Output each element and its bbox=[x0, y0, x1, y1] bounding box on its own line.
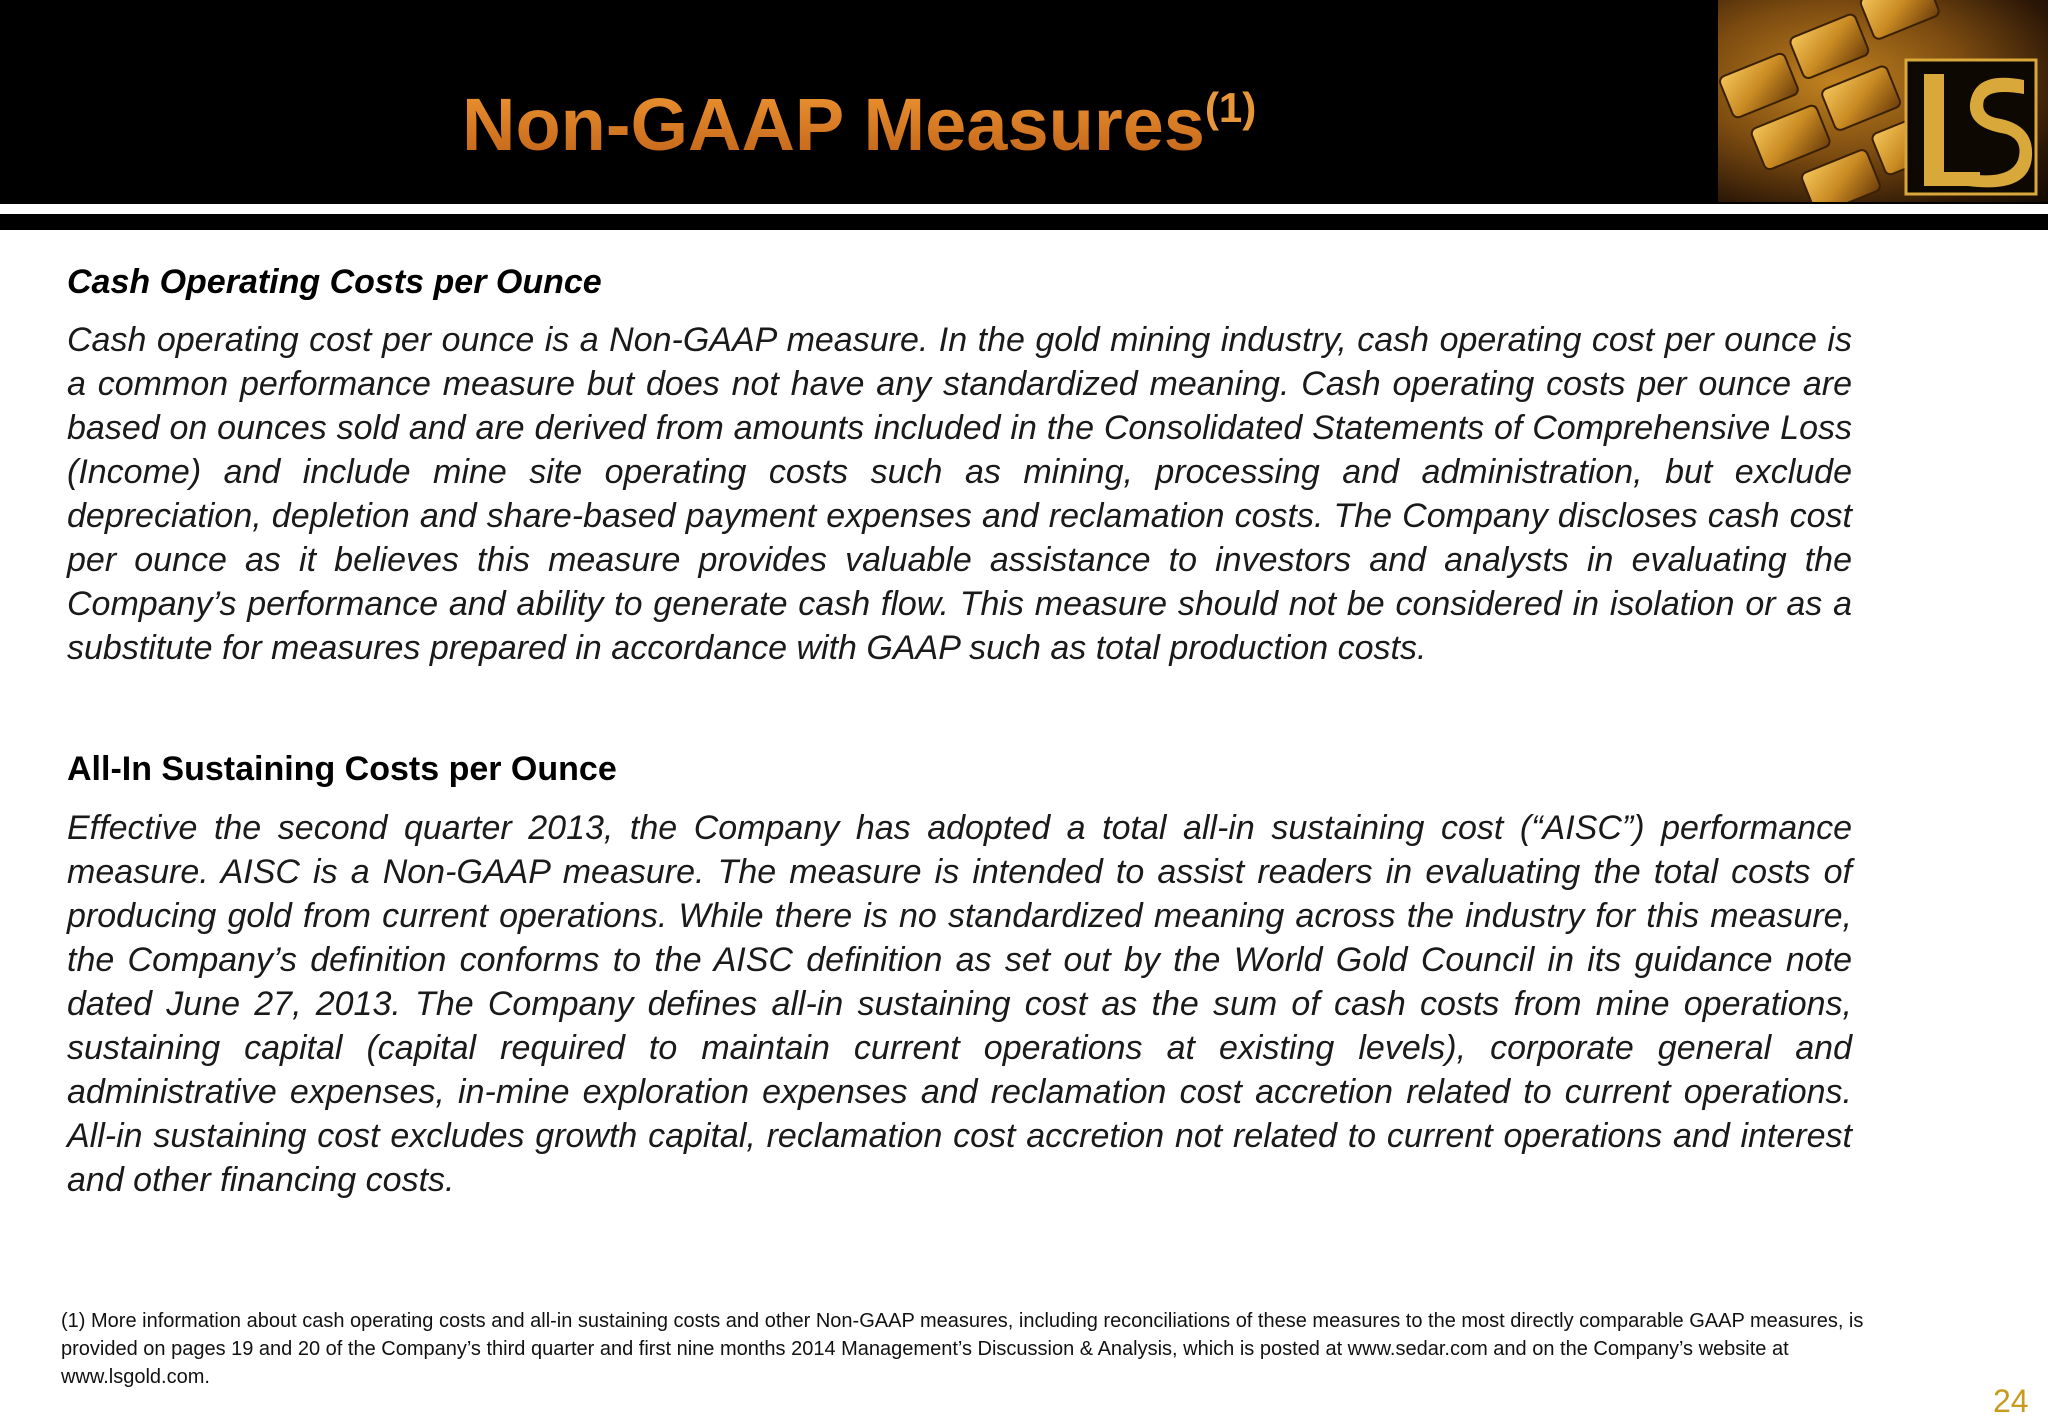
section-body-all-in-sustaining-costs: Effective the second quarter 2013, the Company has adopted a total all-in sustaining cost (“AISC”) performance measure. AISC is a Non-GAAP measure. The measure is intended to assist readers in evaluating the total costs of producing gold from current operations. While there is no standardized meaning across the industry for this measure, the Company’s definition conforms to the AISC definition as set out by the World Gold Council in its guidance note dated June 27, 2013. The Company defines all-in sustaining cost as the sum of cash costs from mine operations, sustaining capital (capital required to maintain current operations at existing levels), corporate general and administrative expenses, in-mine exploration expenses and reclamation cost accretion related to current operations. All-in sustaining cost excludes growth capital, reclamation cost accretion not related to current operations and interest and other financing costs. bbox=[67, 809, 1852, 1199]
gold-bars-logo bbox=[1718, 0, 2048, 202]
footnote: (1) More information about cash operating costs and all-in sustaining costs and other Non-GAAP measures, including reconciliations of these measures to the most directly comparable GAAP measures, is provided on pages 19 and 20 of the Company’s third quarter and first nine months 2014 Management’s Discussion & Analysis, which is posted at www.sedar.com and on the Company’s website at www.lsgold.com. bbox=[61, 1310, 1864, 1388]
title-superscript: (1) bbox=[1204, 84, 1257, 131]
slide-title bbox=[462, 58, 1257, 166]
section-body-cash-operating-costs: Cash operating cost per ounce is a Non-GAAP measure. In the gold mining industry, cash operating cost per ounce is a common performance measure but does not have any standardized meaning. Cash operating costs per ounce are based on ounces sold and are derived from amounts included in the Consolidated Statements of Comprehensive Loss (Income) and include mine site operating costs such as mining, processing and administration, but exclude depreciation, depletion and share-based payment expenses and reclamation costs. The Company discloses cash cost per ounce as it believes this measure provides valuable assistance to investors and analysts in evaluating the Company’s performance and ability to generate cash flow. This measure should not be considered in isolation or as a substitute for measures prepared in accordance with GAAP such as total production costs. bbox=[67, 321, 1852, 667]
header-divider-black bbox=[0, 214, 2048, 230]
slide-header bbox=[0, 0, 2048, 204]
header-divider-white bbox=[0, 204, 2048, 214]
section-heading-cash-operating-costs: Cash Operating Costs per Ounce bbox=[67, 263, 602, 301]
page-number: 24 bbox=[1993, 1383, 2029, 1419]
slide-title-text: Non-GAAP Measures bbox=[462, 83, 1205, 166]
section-heading-all-in-sustaining-costs: All-In Sustaining Costs per Ounce bbox=[67, 750, 617, 788]
gold-bars-logo-icon bbox=[1718, 0, 2048, 202]
